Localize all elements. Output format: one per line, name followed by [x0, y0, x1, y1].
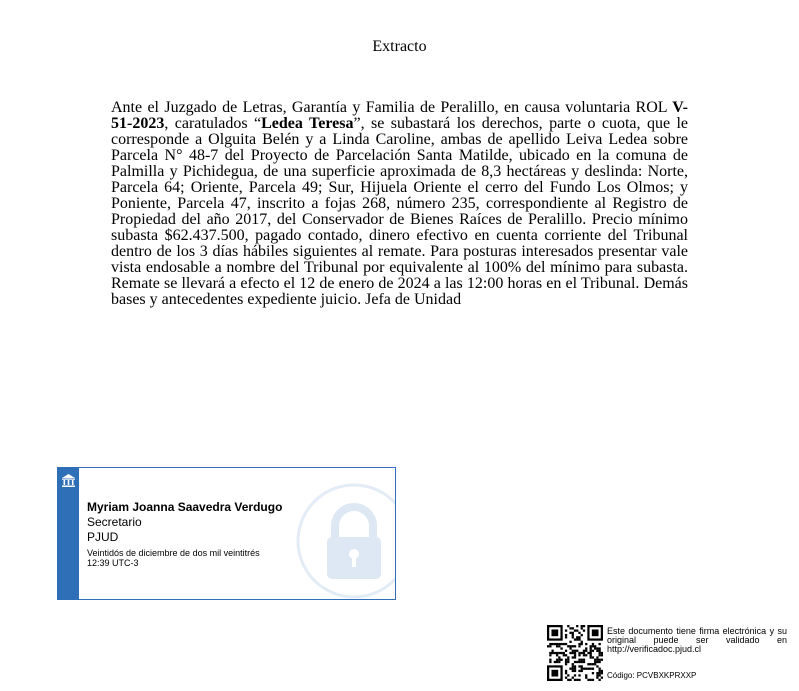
bank-icon: [61, 473, 76, 488]
signature-date: Veintidós de diciembre de dos mil veintitrés: [87, 548, 260, 558]
electronic-signature-box: [57, 467, 396, 600]
signature-time: 12:39 UTC-3: [87, 558, 139, 568]
signer-name: Myriam Joanna Saavedra Verdugo: [87, 500, 283, 514]
qr-code-icon: [547, 625, 603, 681]
signature-stripe: [58, 468, 79, 599]
signature-details: [87, 500, 282, 568]
document-body: [111, 100, 688, 308]
case-party: Ledea Teresa: [261, 115, 354, 132]
signer-role: Secretario: [87, 515, 142, 529]
lock-icon: [295, 482, 396, 600]
case-rol: V-51-2023: [111, 99, 688, 132]
signer-organization: PJUD: [87, 530, 119, 544]
body-text-part: , caratulados “: [164, 115, 262, 132]
verification-code: Código: PCVBXKPRXXP: [607, 671, 697, 680]
body-text-part: ”, se subastará los derechos, parte o cuota, que le corresponde a Olguita Belén y a Linda Caroline, ambas de apellido Leiva Ledea sobre Parcela N° 48-7 del Proyecto de Parcelación Santa Matilde, ubicado en la comuna de Palmilla y Pichidegua, de una superficie aproximada de 8,3 hectáreas y deslinda: Norte, Parcela 64; Oriente, Parcela 49; Sur, Hijuela Oriente el cerro del Fundo Los Olmos; y Poniente, Parcela 47, inscrito a fojas 268, número 235, correspondiente al Registro de Propiedad del año 2017, del Conservador de Bienes Raíces de Peralillo. Precio mínimo subasta $62.437.500, pagado contado, dinero efectivo en cuenta corriente del Tribunal dentro de los 3 días hábiles siguientes al remate. Para posturas interesados presentar vale vista endosable a nombre del Tribunal por equivalente al 100% del mínimo para subasta. Remate se llevará a efecto el 12 de enero de 2024 a las 12:00 horas en el Tribunal. Demás bases y antecedentes expediente juicio. Jefa de Unidad: [111, 115, 689, 308]
body-text-part: Ante el Juzgado de Letras, Garantía y Familia de Peralillo, en causa voluntaria ROL: [111, 99, 673, 116]
document-title: Extracto: [372, 38, 427, 55]
verification-notice: Este documento tiene firma electrónica y su original puede ser validado en http://verificadoc.pjud.cl: [607, 626, 787, 654]
